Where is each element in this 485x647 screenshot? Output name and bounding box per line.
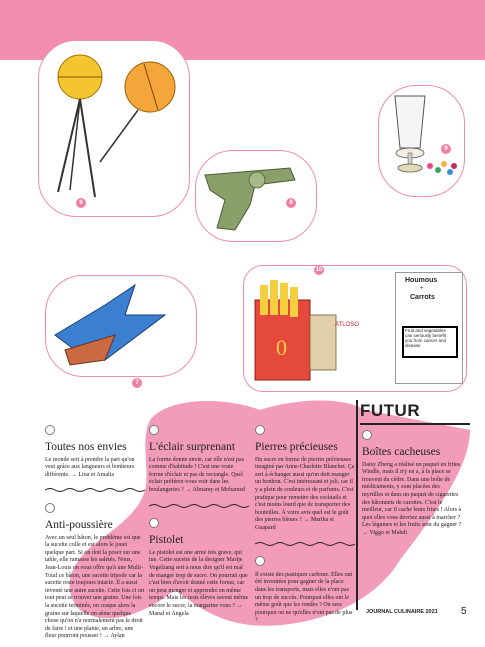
pack-label: ATLOSO — [335, 322, 359, 328]
article-badge — [149, 518, 159, 528]
article-title-boites-cacheuses: Boîtes cacheuses — [362, 445, 441, 458]
futur-horizontal-rule — [360, 423, 470, 425]
futur-vertical-rule — [356, 400, 358, 610]
article-body-boites-cacheuses: Daisy Zheng a réalisé un paquet en frites Windle, mais il n'y en a, à la place se trouvent du cèdre. Dans une boîte de médicaments, y sont placées des myrtilles et dans un paquet de cigarettes des bâtonnets de carottes. C'est le meilleur, car il cache leurs frites ! Alors à quoi elles vous devriez aussi à marcher ? Les légumes et les fruits sont du gagner ? → Viggo et Mahdi — [362, 461, 462, 536]
article-badge — [45, 503, 55, 513]
article-body-anti-poussiere: Avec un seul bâton, le problème est que la sucette colle et est alors le jouet quelque part. Si on doit la poser sur une table, elle ramasse les saletés. Nous, Jean-Louis on vous offre qu'à une Multi-Total ce bâton, une sucette tripode car la sucette reste toujours intacte. Il a aussi inventé une autre sucette. Cette fois ci on tout peut se trouver une graine. Une fois la sucette terminée, on craque alors la graine sur laquelle on sème quelque chose qu'on n'a normalement pas le droit de faire ! et une plante, un arbre, une fleur pourront pousser ! → Aylan — [45, 534, 144, 640]
revolver-drawing — [195, 150, 315, 240]
wavy-divider — [149, 503, 249, 509]
illustration-number-7: 7 — [132, 378, 142, 388]
wavy-divider — [255, 541, 355, 547]
futur-heading: FUTUR — [360, 401, 421, 420]
svg-text:0: 0 — [276, 335, 287, 360]
article-body-pierres-precieuses: Du sucre en forme de pierres précieuses imaginé par Anne-Charlotte Blanchet. Ça sert à échanger aussi qu'on doit manger un bonbon. C'est intéressant et joli, car il y a plein de couleurs et de parfums. C'est pratique pour remettre des cocktails et c'est moins lourd que de transporter des bouteilles. À votre avis quel est le goût des pierres bleues ? → Mariha et Guapard — [255, 456, 355, 531]
column-2 — [149, 425, 249, 624]
poster-warning-text: Fruit and vegetables can seriously benefit you from cancer and disease — [405, 328, 447, 348]
fries-box-drawing — [250, 275, 340, 385]
footer-journal-title: JOURNAL CULINAIRE 2021 — [366, 609, 438, 615]
lollipops-drawing — [40, 42, 190, 212]
column-1 — [45, 425, 145, 647]
article-badge — [149, 425, 159, 435]
article-body-toutes-nos-envies: Le monde sert à prendre la part qu'on veut grâce aux langueurs et bonheurs différents. → Lina et Amalia — [45, 456, 135, 478]
column-3 — [255, 425, 355, 631]
poster-plus: + — [420, 286, 424, 292]
article-badge — [362, 430, 372, 440]
article-title-pistolet: Pistolet — [149, 533, 184, 546]
article-badge — [255, 556, 265, 566]
article-badge — [255, 425, 265, 435]
illustration-number-10: 10 — [315, 267, 323, 273]
article-title-toutes-nos-envies: Toutes nos envies — [45, 440, 127, 453]
article-body-pistolet: Le pistolet est une arme très grave, qui tue. Cette sucette de la designer Marije Vogelzang sert à nous dire qu'il est mal de manger trop de sucre. On pourrait que c'est bien d'avoir donné cette forme, car on peut manger et apprendre en même temps. Mais les tests élèves savent même encore le sucre, la margarine vous ? → Manal et Angela — [149, 549, 249, 617]
page-number: 5 — [461, 606, 467, 617]
poster-title: Houmous — [405, 277, 438, 284]
illustration-number-6: 6 — [76, 198, 86, 208]
article-title-eclair: L'éclair surprenant — [149, 440, 236, 453]
illustration-number-9: 9 — [441, 144, 451, 154]
article-title-pierres-precieuses: Pierres précieuses — [255, 440, 338, 453]
wavy-divider — [45, 487, 145, 493]
article-body-pastilles: Il existe des pastiques carbone. Elles ont été inventées pour gagner de la place dans les transports, mais elles n'ont pas un trop de succès. Pourquoi elles ont le même goût que les rondes ? On sera pourquoi on ne qu'elles n'ont pas de plus ? — [255, 571, 353, 624]
poster-subtitle: Carrots — [410, 294, 435, 301]
lightning-eclair-drawing — [45, 275, 195, 375]
illustration-number-8: 8 — [286, 198, 296, 208]
article-title-anti-poussiere: Anti-poussière — [45, 518, 113, 531]
column-4 — [362, 430, 462, 544]
article-badge — [45, 425, 55, 435]
glass-drawing — [380, 88, 465, 193]
article-body-eclair: La forme donne envie, car elle n'est pas comme d'habitude ! C'est une vraie forme d'éclair et pas de rectangle. Quel éclair préférez-vous voir dans les boulangeries ? → Almamy et Mohamed — [149, 456, 246, 493]
